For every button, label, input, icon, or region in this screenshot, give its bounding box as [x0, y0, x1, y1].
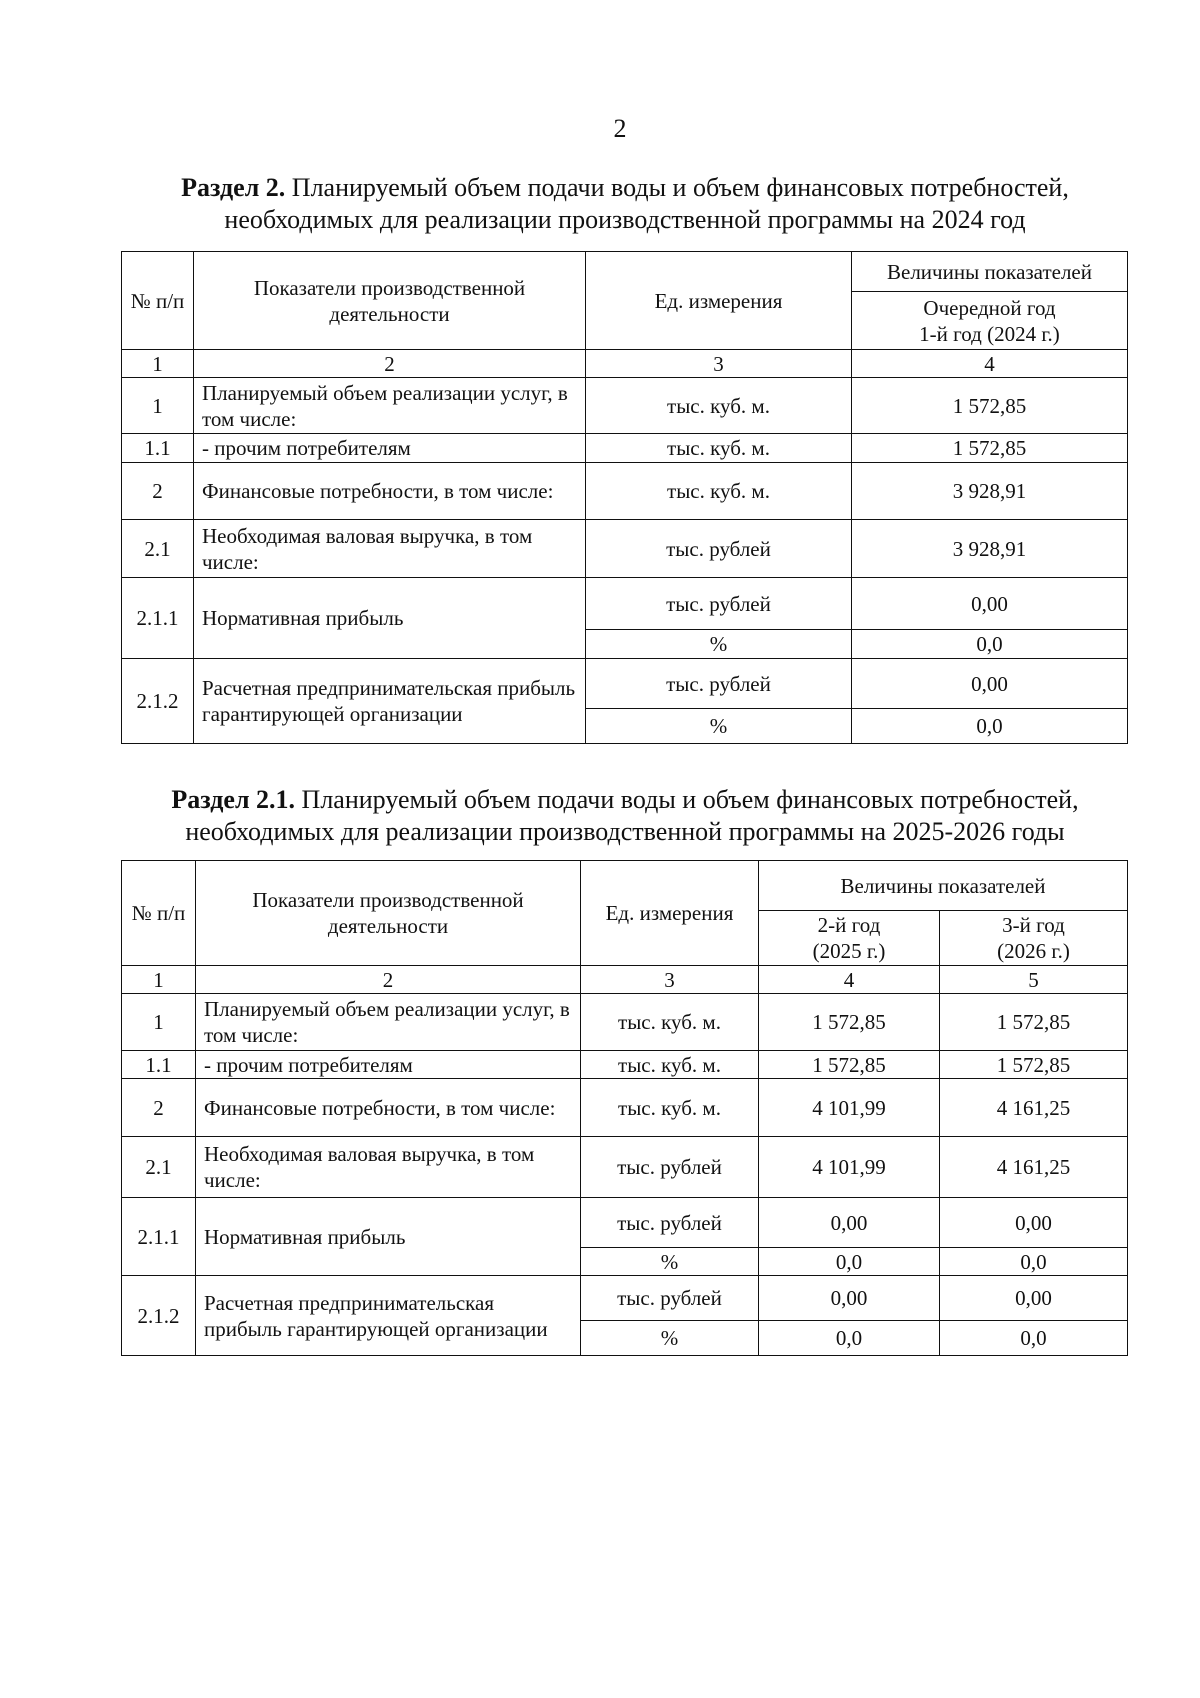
row-indicator: Финансовые потребности, в том числе: [194, 463, 586, 520]
row-unit: тыс. рублей [586, 659, 852, 709]
row-unit: тыс. куб. м. [586, 463, 852, 520]
row-unit: тыс. куб. м. [586, 378, 852, 434]
row-unit: % [586, 709, 852, 744]
row-num: 2.1.2 [122, 1276, 196, 1356]
row-indicator: Необходимая валовая выручка, в том числе: [196, 1137, 581, 1198]
col-number: 1 [122, 966, 196, 994]
table-row [122, 659, 1128, 709]
row-value: 0,0 [852, 630, 1128, 659]
row-value: 1 572,85 [852, 434, 1128, 463]
section-2-1-heading [120, 784, 1130, 848]
row-value: 0,00 [759, 1276, 940, 1321]
section-2-heading [120, 172, 1130, 236]
row-unit: тыс. куб. м. [581, 1079, 759, 1137]
table-row [122, 434, 1128, 463]
header-num: № п/п [122, 252, 194, 350]
row-unit: тыс. куб. м. [581, 1051, 759, 1079]
row-unit: тыс. куб. м. [581, 994, 759, 1051]
table-row [122, 1276, 1128, 1321]
row-value: 3 928,91 [852, 520, 1128, 578]
row-num: 1 [122, 378, 194, 434]
section-2-1-heading-text: Планируемый объем подачи воды и объем финансовых потребностей, [295, 785, 1079, 814]
header-indicator: Показатели производственной деятельности [196, 861, 581, 966]
row-indicator: Расчетная предпринимательская прибыль гарантирующей организации [194, 659, 586, 744]
row-unit: тыс. рублей [586, 520, 852, 578]
row-unit: тыс. рублей [586, 578, 852, 630]
section-2-1-table [121, 860, 1128, 1356]
row-value: 4 161,25 [940, 1137, 1128, 1198]
header-indicator: Показатели производственной деятельности [194, 252, 586, 350]
section-2-heading-line2: необходимых для реализации производственной программы на 2024 год [224, 205, 1026, 234]
row-num: 2 [122, 1079, 196, 1137]
table-row [122, 578, 1128, 630]
section-2-heading-text: Планируемый объем подачи воды и объем финансовых потребностей, [285, 173, 1069, 202]
row-value: 3 928,91 [852, 463, 1128, 520]
table-row [122, 994, 1128, 1051]
header-year-3: 3-й год (2026 г.) [940, 911, 1128, 966]
row-indicator: Планируемый объем реализации услуг, в том числе: [194, 378, 586, 434]
table-row [122, 463, 1128, 520]
col-number: 2 [194, 350, 586, 378]
header-values: Величины показателей [759, 861, 1128, 911]
section-2-1-heading-bold: Раздел 2.1. [171, 785, 296, 814]
row-indicator: - прочим потребителям [196, 1051, 581, 1079]
row-value: 0,0 [940, 1321, 1128, 1356]
col-number: 1 [122, 350, 194, 378]
row-num: 1.1 [122, 1051, 196, 1079]
row-value: 4 101,99 [759, 1137, 940, 1198]
table-row [122, 1137, 1128, 1198]
header-num: № п/п [122, 861, 196, 966]
row-value: 1 572,85 [759, 1051, 940, 1079]
row-unit: тыс. рублей [581, 1198, 759, 1248]
row-num: 2.1.2 [122, 659, 194, 744]
row-value: 0,00 [852, 659, 1128, 709]
row-indicator: Необходимая валовая выручка, в том числе: [194, 520, 586, 578]
row-indicator: Нормативная прибыль [194, 578, 586, 659]
row-value: 0,00 [940, 1198, 1128, 1248]
row-num: 1 [122, 994, 196, 1051]
row-num: 2.1 [122, 520, 194, 578]
page-number: 2 [613, 114, 627, 143]
row-value: 0,00 [759, 1198, 940, 1248]
row-value: 4 161,25 [940, 1079, 1128, 1137]
row-value: 0,0 [759, 1248, 940, 1276]
header-values: Величины показателей [852, 252, 1128, 292]
row-value: 4 101,99 [759, 1079, 940, 1137]
header-year-1: Очередной год 1-й год (2024 г.) [852, 292, 1128, 350]
row-value: 0,00 [940, 1276, 1128, 1321]
row-num: 2.1 [122, 1137, 196, 1198]
row-num: 2.1.1 [122, 1198, 196, 1276]
col-number: 3 [586, 350, 852, 378]
row-indicator: Планируемый объем реализации услуг, в том числе: [196, 994, 581, 1051]
row-num: 2 [122, 463, 194, 520]
row-value: 1 572,85 [940, 1051, 1128, 1079]
col-number: 3 [581, 966, 759, 994]
table-row [122, 520, 1128, 578]
header-year-2: 2-й год (2025 г.) [759, 911, 940, 966]
header-unit: Ед. измерения [586, 252, 852, 350]
row-indicator: Расчетная предпринимательская прибыль гарантирующей организации [196, 1276, 581, 1356]
row-value: 1 572,85 [940, 994, 1128, 1051]
row-unit: % [581, 1248, 759, 1276]
row-value: 0,0 [759, 1321, 940, 1356]
table-row [122, 1079, 1128, 1137]
row-num: 2.1.1 [122, 578, 194, 659]
row-value: 1 572,85 [759, 994, 940, 1051]
row-value: 0,00 [852, 578, 1128, 630]
row-indicator: - прочим потребителям [194, 434, 586, 463]
row-unit: тыс. куб. м. [586, 434, 852, 463]
row-value: 0,0 [852, 709, 1128, 744]
col-number: 2 [196, 966, 581, 994]
section-2-1-heading-line2: необходимых для реализации производственной программы на 2025-2026 годы [185, 817, 1065, 846]
col-number: 4 [852, 350, 1128, 378]
row-unit: тыс. рублей [581, 1137, 759, 1198]
row-unit: % [581, 1321, 759, 1356]
row-value: 0,0 [940, 1248, 1128, 1276]
table-row [122, 1051, 1128, 1079]
row-indicator: Финансовые потребности, в том числе: [196, 1079, 581, 1137]
col-number: 4 [759, 966, 940, 994]
col-number: 5 [940, 966, 1128, 994]
row-unit: тыс. рублей [581, 1276, 759, 1321]
header-unit: Ед. измерения [581, 861, 759, 966]
row-num: 1.1 [122, 434, 194, 463]
row-value: 1 572,85 [852, 378, 1128, 434]
section-2-heading-bold: Раздел 2. [181, 173, 286, 202]
row-unit: % [586, 630, 852, 659]
table-row [122, 1198, 1128, 1248]
row-indicator: Нормативная прибыль [196, 1198, 581, 1276]
section-2-table [121, 251, 1128, 744]
table-row [122, 378, 1128, 434]
